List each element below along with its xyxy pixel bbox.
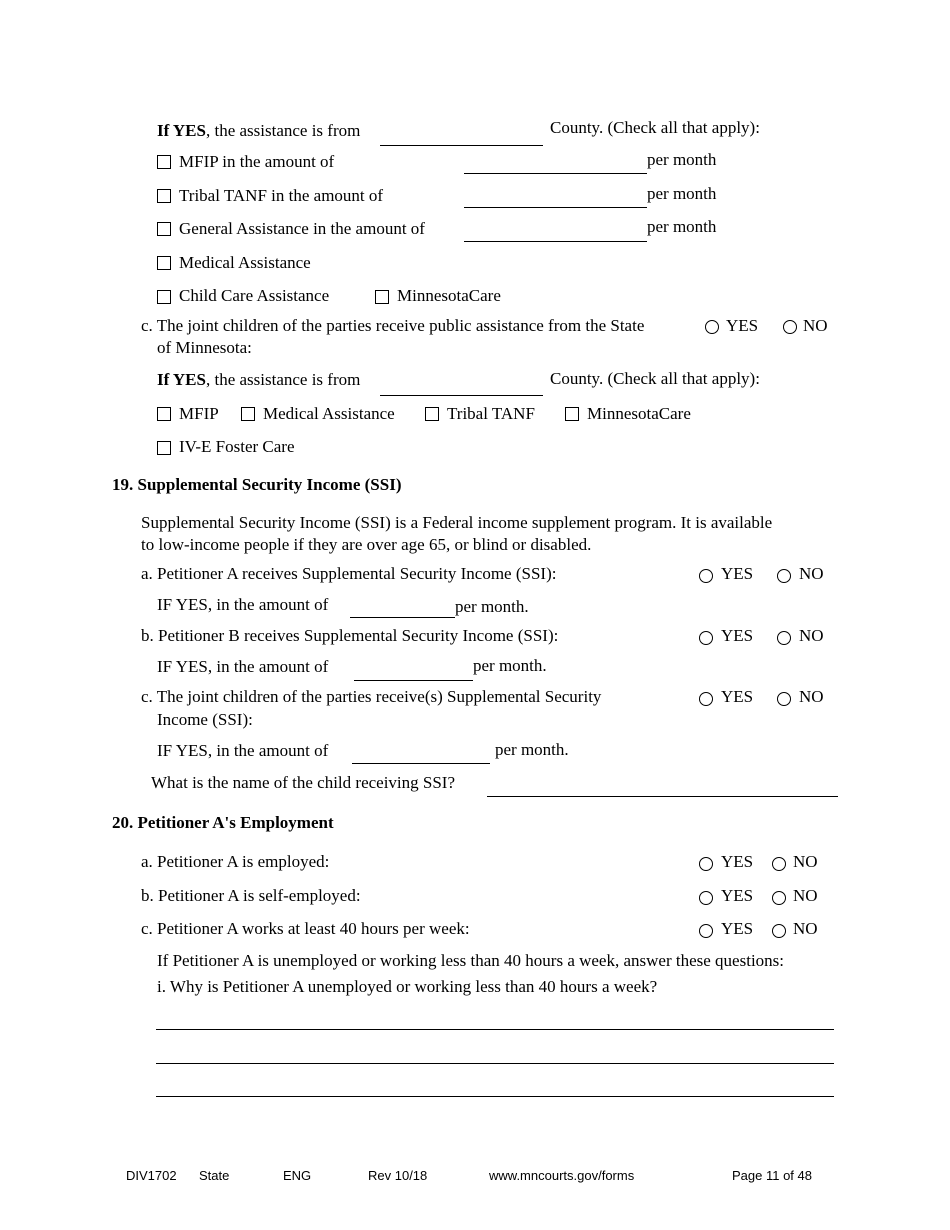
children-mfip-checkbox[interactable]: [157, 407, 171, 421]
children-tribal-tanf-checkbox[interactable]: [425, 407, 439, 421]
children-assistance-county-label: [157, 370, 360, 390]
ssi-intro-line1: Supplemental Security Income (SSI) is a Federal income supplement program. It is available: [141, 513, 773, 532]
forty-hours-no-radio[interactable]: [772, 924, 786, 938]
ssi-petitioner-b-question: b. Petitioner B receives Supplemental Security Income (SSI):: [141, 626, 559, 645]
self-employed-no-label: NO: [793, 886, 818, 905]
footer-page-number: Page 11 of 48: [732, 1168, 812, 1183]
children-minnesotacare-checkbox[interactable]: [565, 407, 579, 421]
employed-yes-label: YES: [721, 852, 754, 871]
mfip-label: MFIP in the amount of: [179, 152, 335, 171]
forty-hours-yes-radio[interactable]: [699, 924, 713, 938]
ssi-petitioner-b-no-label: NO: [799, 626, 824, 645]
tribal-tanf-per-month: per month: [647, 184, 717, 203]
tribal-tanf-label: Tribal TANF in the amount of: [179, 186, 384, 205]
county-name-field[interactable]: [380, 145, 543, 146]
ssi-petitioner-b-per-month: per month.: [473, 656, 547, 675]
ssi-petitioner-a-question: a. Petitioner A receives Supplemental Security Income (SSI):: [141, 564, 557, 583]
children-assistance-no-label: NO: [803, 316, 828, 335]
forty-hours-yes-label: YES: [721, 919, 754, 938]
ssi-petitioner-a-yes-radio[interactable]: [699, 569, 713, 583]
ssi-petitioner-a-per-month: per month.: [455, 597, 529, 616]
assistance-county-label: [157, 121, 360, 141]
general-assistance-label: General Assistance in the amount of: [179, 219, 425, 238]
self-employed-yes-label: YES: [721, 886, 754, 905]
ssi-petitioner-a-amount-label: IF YES, in the amount of: [157, 595, 329, 614]
children-assistance-question-cont: of Minnesota:: [157, 338, 252, 357]
ssi-petitioner-a-no-label: NO: [799, 564, 824, 583]
forty-hours-question: c. Petitioner A works at least 40 hours per week:: [141, 919, 470, 938]
employed-no-label: NO: [793, 852, 818, 871]
ssi-children-per-month: per month.: [495, 740, 569, 759]
ssi-children-yes-label: YES: [721, 687, 754, 706]
children-tribal-tanf-label: Tribal TANF: [447, 404, 535, 423]
tribal-tanf-checkbox[interactable]: [157, 189, 171, 203]
self-employed-no-radio[interactable]: [772, 891, 786, 905]
assistance-from-text: , the assistance is from: [205, 121, 361, 140]
if-yes-bold-c: If YES: [157, 370, 206, 389]
ssi-petitioner-a-yes-label: YES: [721, 564, 754, 583]
mfip-amount-field[interactable]: [464, 173, 647, 174]
footer-form-code: DIV1702: [126, 1168, 177, 1183]
ssi-petitioner-b-yes-label: YES: [721, 626, 754, 645]
footer-revision: Rev 10/18: [368, 1168, 428, 1183]
ssi-children-amount-field[interactable]: [352, 763, 490, 764]
children-mfip-label: MFIP: [179, 404, 219, 423]
unemployed-reason-question: i. Why is Petitioner A unemployed or working less than 40 hours a week?: [157, 977, 658, 996]
employed-question: a. Petitioner A is employed:: [141, 852, 330, 871]
children-minnesotacare-label: MinnesotaCare: [587, 404, 691, 423]
children-assistance-question: c. The joint children of the parties receive public assistance from the State: [141, 316, 645, 335]
ssi-petitioner-b-amount-label: IF YES, in the amount of: [157, 657, 329, 676]
mfip-checkbox[interactable]: [157, 155, 171, 169]
employment-section-heading: 20. Petitioner A's Employment: [112, 813, 334, 832]
medical-assistance-label: Medical Assistance: [179, 253, 311, 272]
ssi-petitioner-b-yes-radio[interactable]: [699, 631, 713, 645]
child-care-label: Child Care Assistance: [179, 286, 330, 305]
child-care-checkbox[interactable]: [157, 290, 171, 304]
footer-website: www.mncourts.gov/forms: [489, 1168, 635, 1183]
minnesotacare-checkbox[interactable]: [375, 290, 389, 304]
self-employed-yes-radio[interactable]: [699, 891, 713, 905]
if-yes-bold: If YES: [157, 121, 206, 140]
tribal-tanf-amount-field[interactable]: [464, 207, 647, 208]
unemployed-reason-line-1[interactable]: [156, 1029, 834, 1030]
ssi-petitioner-b-no-radio[interactable]: [777, 631, 791, 645]
children-county-check-all-label: County. (Check all that apply):: [550, 369, 760, 388]
ssi-intro-line2: to low-income people if they are over age 65, or blind or disabled.: [141, 535, 592, 554]
ssi-children-question: c. The joint children of the parties receive(s) Supplemental Security: [141, 687, 602, 706]
ssi-petitioner-a-amount-field[interactable]: [350, 617, 455, 618]
foster-care-checkbox[interactable]: [157, 441, 171, 455]
employed-no-radio[interactable]: [772, 857, 786, 871]
ssi-petitioner-a-no-radio[interactable]: [777, 569, 791, 583]
children-assistance-yes-radio[interactable]: [705, 320, 719, 334]
unemployed-instruction: If Petitioner A is unemployed or working less than 40 hours a week, answer these questions:: [157, 951, 784, 970]
ssi-children-question-cont: Income (SSI):: [157, 710, 253, 729]
children-assistance-yes-label: YES: [726, 316, 759, 335]
ssi-children-no-label: NO: [799, 687, 824, 706]
county-check-all-label: County. (Check all that apply):: [550, 118, 760, 137]
self-employed-question: b. Petitioner A is self-employed:: [141, 886, 361, 905]
general-assistance-checkbox[interactable]: [157, 222, 171, 236]
footer-jurisdiction: State: [199, 1168, 230, 1183]
children-medical-assistance-label: Medical Assistance: [263, 404, 395, 423]
ssi-child-name-field[interactable]: [487, 796, 838, 797]
children-county-name-field[interactable]: [380, 395, 543, 396]
unemployed-reason-line-2[interactable]: [156, 1063, 834, 1064]
foster-care-label: IV-E Foster Care: [179, 437, 295, 456]
mfip-per-month: per month: [647, 150, 717, 169]
ssi-section-heading: 19. Supplemental Security Income (SSI): [112, 475, 402, 494]
footer-language: ENG: [283, 1168, 312, 1183]
forty-hours-no-label: NO: [793, 919, 818, 938]
ssi-children-yes-radio[interactable]: [699, 692, 713, 706]
children-medical-assistance-checkbox[interactable]: [241, 407, 255, 421]
children-assistance-from-text: , the assistance is from: [205, 370, 361, 389]
unemployed-reason-line-3[interactable]: [156, 1096, 834, 1097]
ssi-children-no-radio[interactable]: [777, 692, 791, 706]
general-assistance-amount-field[interactable]: [464, 241, 647, 242]
ssi-petitioner-b-amount-field[interactable]: [354, 680, 473, 681]
general-assistance-per-month: per month: [647, 217, 717, 236]
ssi-children-amount-label: IF YES, in the amount of: [157, 741, 329, 760]
employed-yes-radio[interactable]: [699, 857, 713, 871]
ssi-child-name-question: What is the name of the child receiving SSI?: [151, 773, 456, 792]
medical-assistance-checkbox[interactable]: [157, 256, 171, 270]
children-assistance-no-radio[interactable]: [783, 320, 797, 334]
minnesotacare-label: MinnesotaCare: [397, 286, 501, 305]
